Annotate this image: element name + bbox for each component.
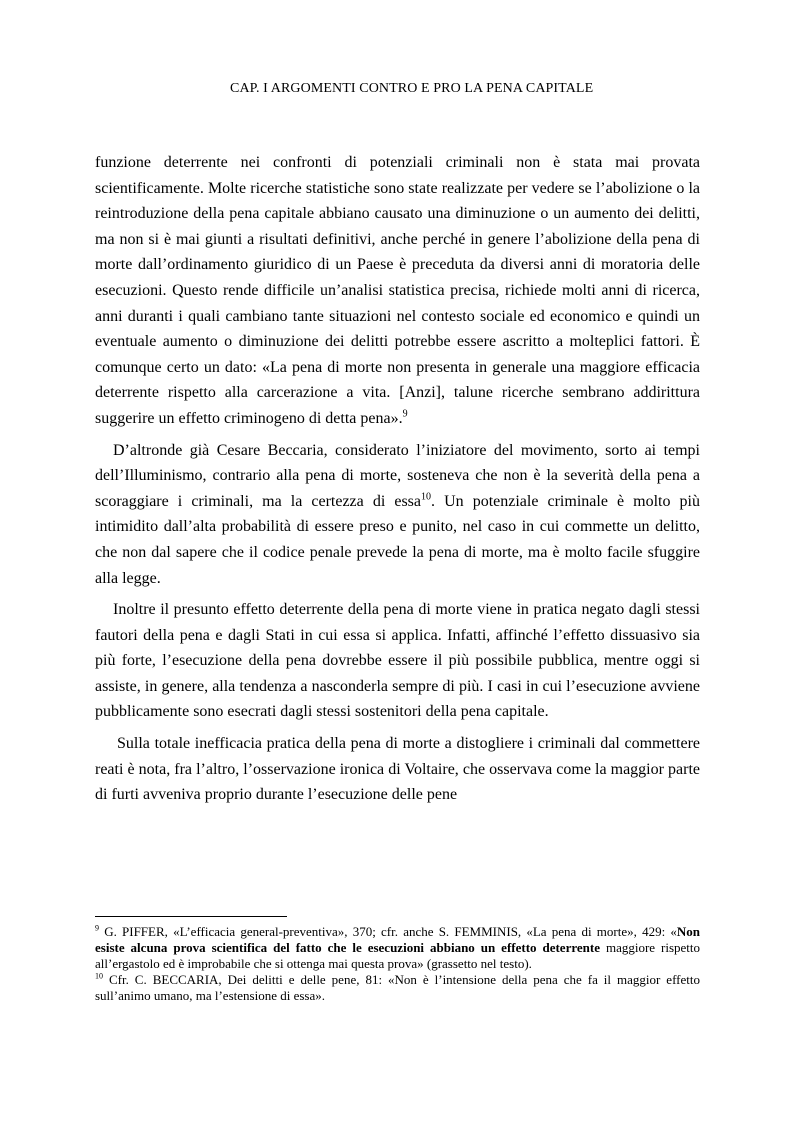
footnote-9-text-before: G. PIFFER, «L’efficacia general-preventiva», 370; cfr. anche S. FEMMINIS, «La pena di morte», 429: « — [99, 924, 677, 939]
running-head: CAP. I ARGOMENTI CONTRO E PRO LA PENA CAPITALE — [230, 81, 594, 96]
body-text — [95, 150, 700, 808]
paragraph-4: Sulla totale inefficacia pratica della pena di morte a distogliere i criminali dal commettere reati è nota, fra l’altro, l’osservazione ironica di Voltaire, che osservava come la maggior parte di furti avveniva proprio durante l’esecuzione delle pene — [95, 735, 700, 804]
paragraph-2 — [95, 438, 700, 592]
footnote-9 — [95, 924, 700, 972]
footnotes — [95, 924, 700, 1004]
paragraph-2-text-after: . Un potenziale criminale è molto più intimidito dall’alta probabilità di essere preso e punito, nel caso in cui commette un delitto, che non dal sapere che il codice penale prevede la pena di morte, ma è molto facile sfuggire alla legge. — [95, 492, 701, 587]
footnote-separator — [95, 916, 287, 917]
paragraph-2-text-before: D’altronde già Cesare Beccaria, considerato l’iniziatore del movimento, sorto ai tempi dell’Illuminismo, contrario alla pena di morte, sosteneva che non è la severità della pena a scoraggiare i criminali, ma la certezza di essa — [95, 441, 700, 510]
footnote-9-bold: Non esiste alcuna prova scientifica del fatto che le esecuzioni abbiano un effetto deterrente — [95, 924, 700, 955]
paragraph-1-text: funzione deterrente nei confronti di potenziali criminali non è stata mai provata scientificamente. Molte ricerche statistiche sono state realizzate per vedere se l’abolizione o la reintroduzione della pena capitale abbiano causato una diminuzione o un aumento dei delitti, ma non si è mai giunti a risultati definitivi, anche perché in genere l’abolizione della pena di morte dall’ordinamento giuridico di un Paese è preceduta da diversi anni di moratoria delle esecuzioni. Questo rende difficile un’analisi statistica precisa, richiede molti anni di ricerca, anni duranti i quali cambiano tante situazioni nel contesto sociale ed economico e quindi un eventuale aumento o diminuzione dei delitti potrebbe essere ascritto a molteplici fattori. È comunque certo un dato: «La pena di morte non presenta in generale una maggiore efficacia deterrente rispetto alla carcerazione a vita. [Anzi], talune ricerche sembrano addirittura suggerire un effetto criminogeno di detta pena». — [95, 154, 700, 427]
footnote-10-text: Cfr. C. BECCARIA, Dei delitti e delle pene, 81: «Non è l’intensione della pena che fa il maggior effetto sull’animo umano, ma l’estensione di essa». — [95, 972, 700, 1003]
footnote-9-text-after: maggiore rispetto all’ergastolo ed è improbabile che si ottenga mai questa prova» (grassetto nel testo). — [95, 940, 701, 971]
footnote-ref-10[interactable]: 10 — [421, 491, 431, 503]
footnote-ref-9[interactable]: 9 — [402, 408, 408, 420]
paragraph-3: Inoltre il presunto effetto deterrente della pena di morte viene in pratica negato dagli stessi fautori della pena e dagli Stati in cui essa si applica. Infatti, affinché l’effetto dissuasivo sia più forte, l’esecuzione della pena dovrebbe essere il più possibile pubblica, mentre oggi si assiste, in genere, alla tendenza a nasconderla sempre di più. I casi in cui l’esecuzione avviene pubblicamente sono esecrati dagli stessi sostenitori della pena capitale. — [95, 601, 700, 721]
footnote-10 — [95, 972, 700, 1004]
footnote-9-number: 9 — [95, 923, 99, 933]
footnote-10-number: 10 — [95, 971, 103, 981]
paragraph-1 — [95, 150, 700, 432]
